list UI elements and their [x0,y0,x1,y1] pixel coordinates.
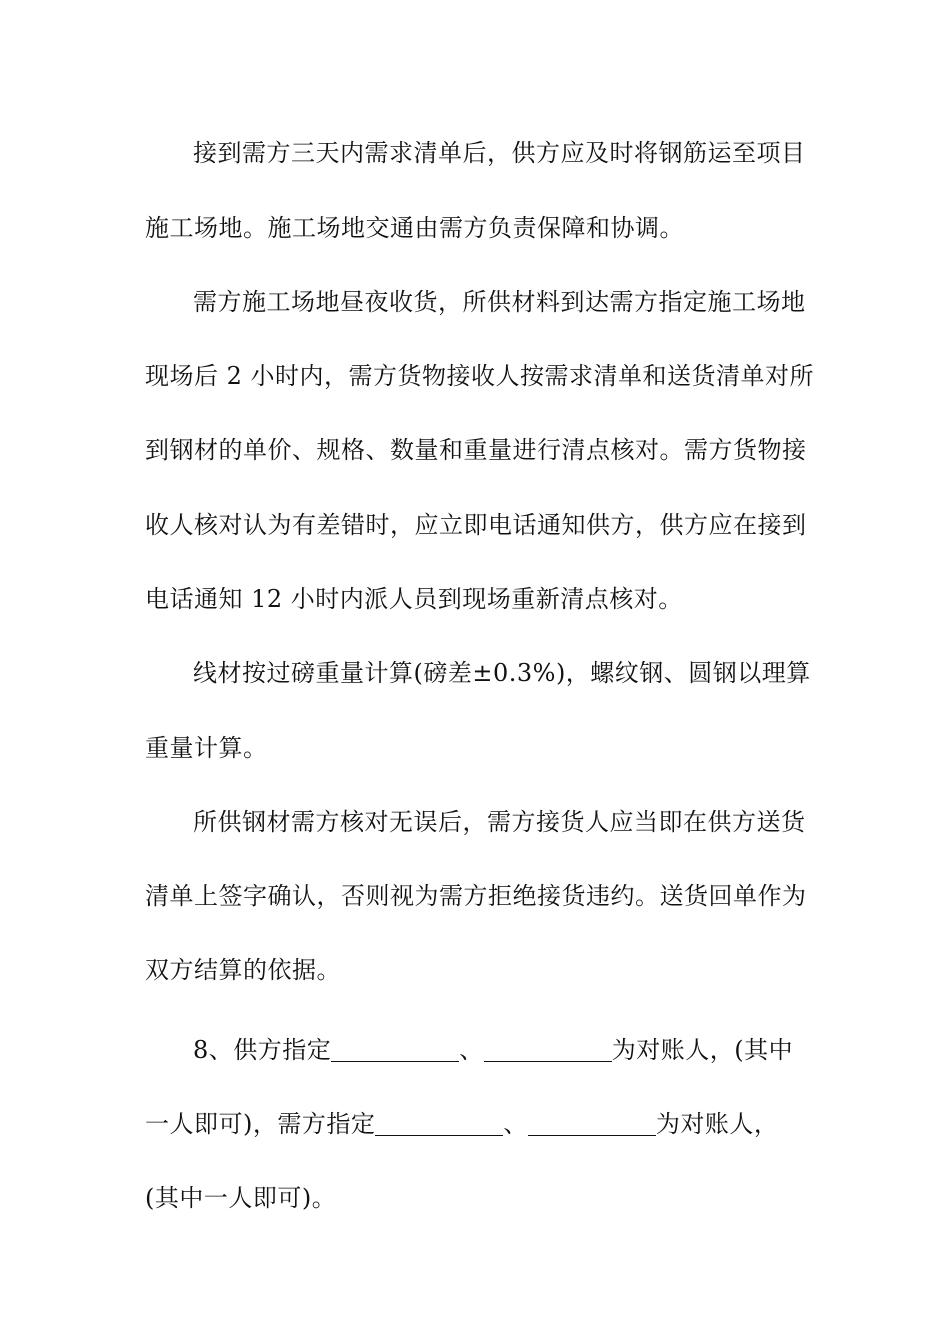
paragraph-line: 施工场地。施工场地交通由需方负责保障和协调。 [145,214,684,242]
paragraph-line: 需方施工场地昼夜收货，所供材料到达需方指定施工场地 [193,288,806,316]
paragraph-line: 收人核对认为有差错时，应立即电话通知供方，供方应在接到 [145,511,807,539]
paragraph-line: 所供钢材需方核对无误后，需方接货人应当即在供方送货 [193,808,806,836]
buyer-reconciler-1-blank [375,1109,503,1136]
paragraph-line: 双方结算的依据。 [145,956,341,984]
paragraph-line: 现场后 2 小时内，需方货物接收人按需求清单和送货清单对所 [145,362,815,390]
clause-text: 为对账人，(其中 [611,1036,794,1064]
paragraph-line: 重量计算。 [145,734,268,762]
paragraph-line: 线材按过磅重量计算(磅差±0.3%)，螺纹钢、圆钢以理算 [193,659,811,687]
paragraph-line: 电话通知 12 小时内派人员到现场重新清点核对。 [145,585,683,613]
supplier-reconciler-1-blank [331,1035,459,1062]
buyer-reconciler-2-blank [528,1109,656,1136]
clause-8-line-1 [193,1030,815,1070]
clause-text: 8、供方指定 [193,1036,332,1064]
clause-8-line-3: (其中一人即可)。 [145,1184,337,1212]
paragraph-line: 接到需方三天内需求清单后，供方应及时将钢筋运至项目 [193,139,806,167]
supplier-reconciler-2-blank [484,1035,612,1062]
paragraph-line: 清单上签字确认，否则视为需方拒绝接货违约。送货回单作为 [145,882,807,910]
clause-8-line-2 [145,1104,815,1144]
paragraph-line: 到钢材的单价、规格、数量和重量进行清点核对。需方货物接 [145,436,807,464]
clause-separator: 、 [503,1110,528,1138]
clause-separator: 、 [459,1036,484,1064]
clause-text: 为对账人， [655,1110,779,1138]
clause-text: 一人即可)，需方指定 [145,1110,376,1138]
